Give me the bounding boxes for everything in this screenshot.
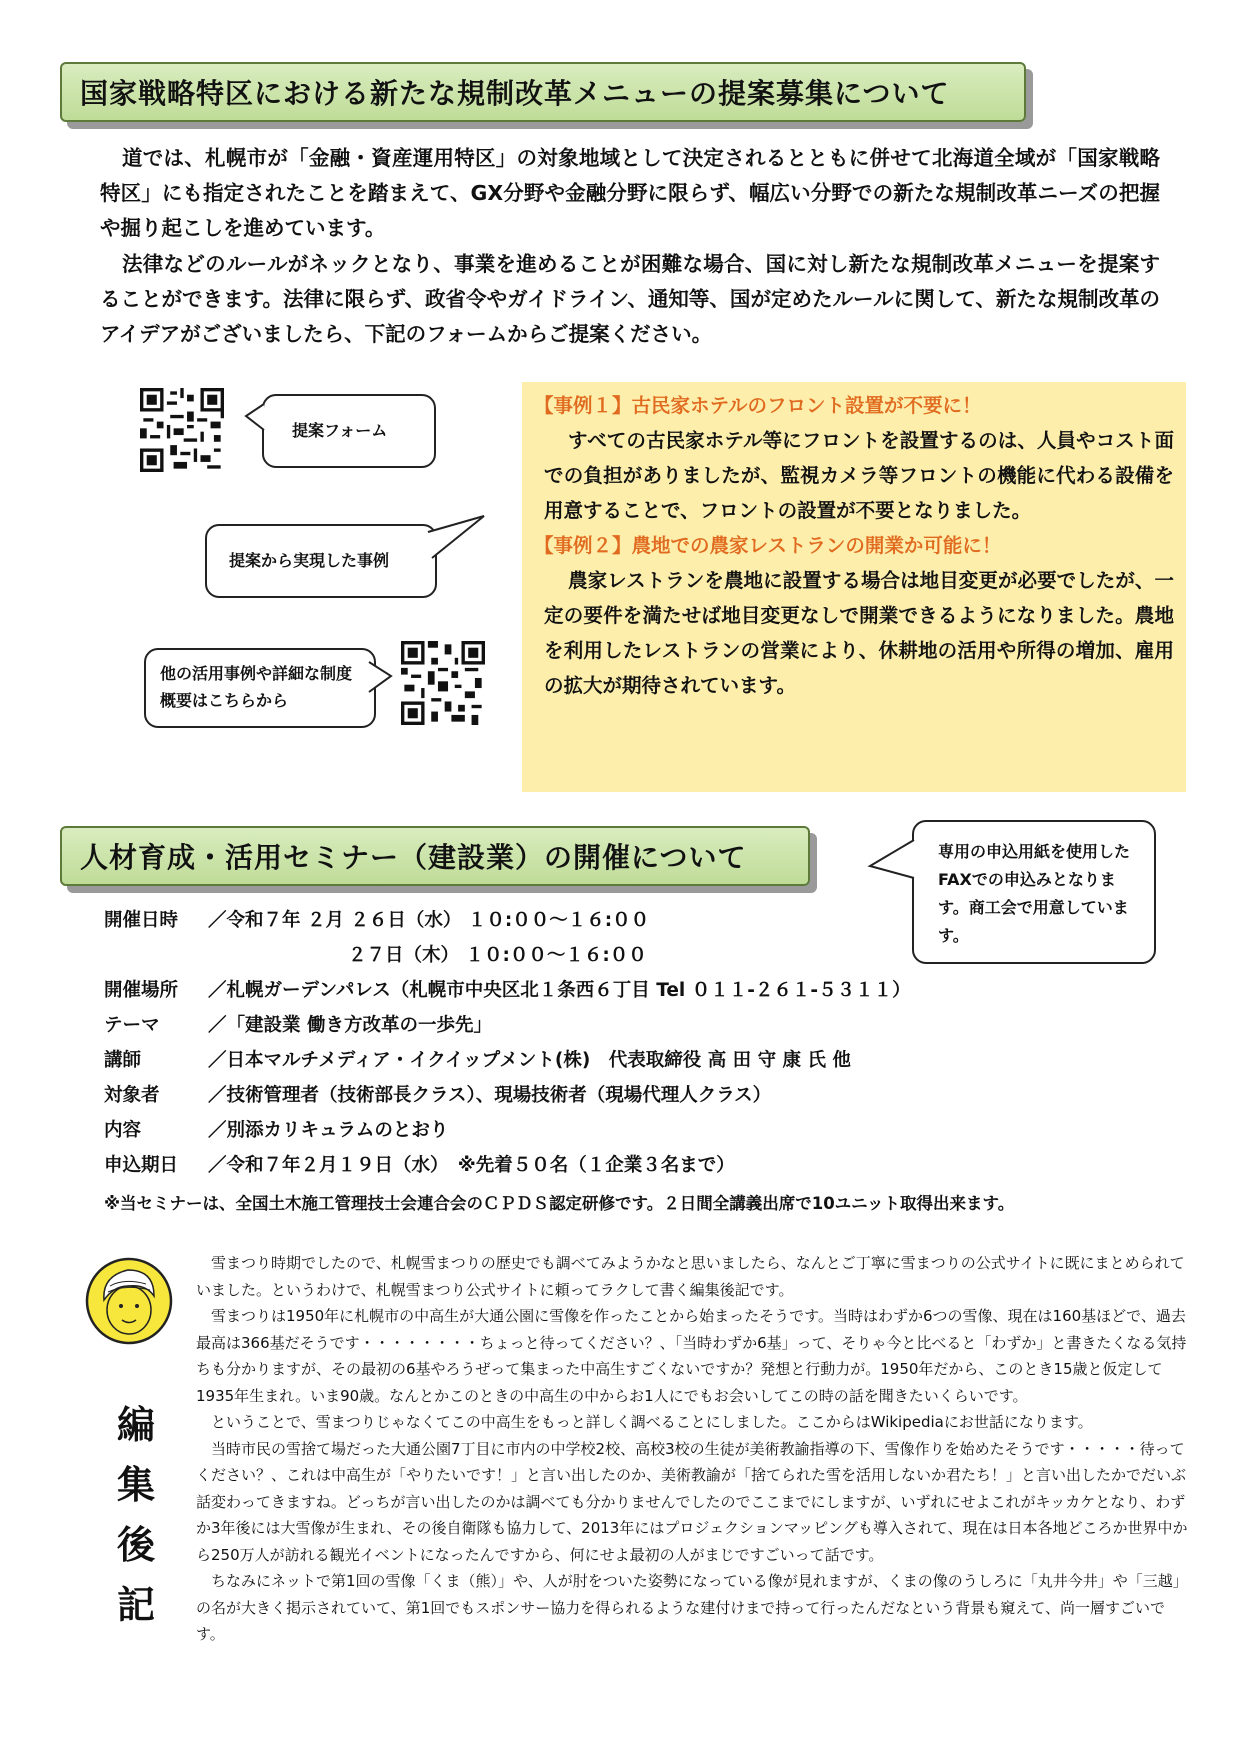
seminar-row-value: ／札幌ガーデンパレス（札幌市中央区北１条西６丁目 Tel ０１１-２６１-５３１１） (208, 980, 911, 1001)
section1-banner (60, 62, 1026, 122)
seminar-row-value: ２７日（木） １０:００～１６:００ (348, 945, 647, 966)
editor-paragraph: 雪まつり時期でしたので、札幌雪まつりの歴史でも調べてみようかなと思いましたら、なんとご丁寧に雪まつりの公式サイトに既にまとめられていました。というわけで、札幌雪まつり公式サイトに頼ってラクして書く編集後記です。 (196, 1254, 1185, 1299)
editor-paragraph: 雪まつりは1950年に札幌市の中高生が大通公園に雪像を作ったことから始まったそうです。当時はわずか6つの雪像、現在は160基ほどで、過去最高は366基だそうです・・・・・・・・ちょっと待ってください？、「当時わずか6基」って、そりゃ今と比べると「わずか」と書きたくなる気持ちも分かりますが、その最初の6基やろうぜって集まった中高生すごくないですか？発想と行動力が。1950年だから、このとき15歳と仮定して1935年生まれ。いま90歳。なんとかこのときの中高生の中からお1人にでもお会いしてこの時の話を聞きたいくらいです。 (196, 1307, 1187, 1405)
bubble-realized-cases-label: 提案から実現した事例 (229, 551, 390, 570)
editor-heading-vertical (114, 1395, 158, 1635)
seminar-row-theme (104, 1011, 492, 1037)
seminar-cpds-note: ※当セミナーは、全国土木施工管理技士会連合会のＣＰＤＳ認定研修です。２日間全講義出席で10ユニット取得出来ます。 (104, 1194, 1015, 1213)
bubble-proposal-form-label: 提案フォーム (292, 421, 388, 440)
bubble-realized-cases (205, 524, 437, 598)
bubble-tail-fax (868, 836, 916, 884)
editor-paragraph: 当時市民の雪捨て場だった大通公園7丁目に市内の中学校2校、高校3校の生徒が美術教諭指導の下、雪像作りを始めたそうです・・・・・待ってください？、これは中高生が「やりたいです！」と言い出したのか、美術教諭が「捨てられた雪を活用しないか君たち！」と言い出したかでだいぶ話変わってきますね。どっちが言い出したのかは調べても分かりませんでしたのでここまでにしますが、いずれにせよこれがキッカケとなり、わずか3年後には大雪像が生まれ、その後自衛隊も協力して、2013年にはプロジェクションマッピングも導入されて、現在は日本各地どころか世界中から250万人が訪れる観光イベントになったんですから、何にせよ最初の人がまじですごいって話です。 (196, 1439, 1188, 1564)
case-examples-box (522, 382, 1186, 792)
bubble-fax-application (912, 820, 1156, 964)
seminar-row-label: 内容 (104, 1120, 142, 1141)
seminar-row-content (104, 1116, 448, 1142)
seminar-row-value: ／令和７年２月１９日（水） ※先着５０名（１企業３名まで） (208, 1155, 735, 1176)
section2-banner (60, 826, 810, 886)
case1-text: すべての古民家ホテル等にフロントを設置するのは、人員やコスト面での負担がありましたが、監視カメラ等フロントの機能に代わる設備を用意することで、フロントの設置が不要となりました。 (544, 429, 1174, 522)
qr-code-form[interactable] (140, 388, 224, 472)
seminar-row-value: ／技術管理者（技術部長クラス）、現場技術者（現場代理人クラス） (208, 1085, 772, 1106)
bubble-tail-form (244, 402, 266, 436)
seminar-row-value: ／「建設業 働き方改革の一歩先」 (208, 1015, 492, 1036)
seminar-row-label: 開催場所 (104, 980, 179, 1001)
section1-title: 国家戦略特区における新たな規制改革メニューの提案募集について (80, 77, 950, 110)
seminar-row-value: ／日本マルチメディア・イクイップメント(株) 代表取締役 高 田 守 康 氏 他 (208, 1050, 851, 1071)
section2-title: 人材育成・活用セミナー（建設業）の開催について (80, 841, 747, 874)
case2-text: 農家レストランを農地に設置する場合は地目変更が必要でしたが、一定の要件を満たせば地目変更なしで開業できるようになりました。農地を利用したレストランの営業により、休耕地の活用や所得の増加、雇用の拡大が期待されています。 (544, 569, 1174, 697)
bubble-tail-cases (424, 514, 488, 568)
seminar-row-deadline (104, 1151, 735, 1177)
editor-avatar (84, 1256, 174, 1346)
bubble-more-info-label: 他の活用事例や詳細な制度概要はこちらから (160, 664, 353, 710)
qr-code-more-info[interactable] (401, 641, 485, 725)
seminar-row-label: 開催日時 (104, 910, 179, 931)
seminar-row-value: ／別添カリキュラムのとおり (208, 1120, 449, 1141)
editor-paragraph: ちなみにネットで第1回の雪像「くま（熊）」や、人が肘をついた姿勢になっている像が見れますが、くまの像のうしろに「丸井今井」や「三越」の名が大きく掲示されていて、第1回でもスポンサー協力を得られるような建付けまで持って行ったんだなという背景も窺えて、尚一層すごいです。 (196, 1572, 1188, 1643)
editor-paragraph: ということで、雪まつりじゃなくてこの中高生をもっと詳しく調べることにしました。ここからはWikipediaにお世話になります。 (211, 1413, 1093, 1431)
section1-paragraph-1: 道では、札幌市が「金融・資産運用特区」の対象地域として決定されるとともに併せて北海道全域が「国家戦略特区」にも指定されたことを踏まえて、GX分野や金融分野に限らず、幅広い分野での新たな規制改革ニーズの把握や掘り起こしを進めています。 (100, 146, 1160, 240)
seminar-row-lecturer (104, 1046, 851, 1072)
seminar-row-value: ／令和７年 ２月 ２６日（水） １０:００～１６:００ (208, 910, 650, 931)
bubble-fax-application-label: 専用の申込用紙を使用したFAXでの申込みとなります。商工会で用意しています。 (938, 842, 1131, 945)
editor-heading: 編 集 後 記 (116, 1402, 155, 1627)
seminar-row-label: 講師 (104, 1050, 142, 1071)
case2-title: 【事例２】農地での農家レストランの開業か可能に！ (534, 534, 1002, 557)
seminar-row-label: テーマ (104, 1015, 160, 1036)
seminar-row-target (104, 1081, 771, 1107)
editor-postscript (196, 1250, 1188, 1648)
bubble-proposal-form (262, 394, 436, 468)
seminar-row-date-2 (348, 941, 647, 967)
seminar-row-label: 対象者 (104, 1085, 160, 1106)
case1-title: 【事例１】古民家ホテルのフロント設置が不要に！ (534, 394, 982, 417)
bubble-tail-more (367, 658, 395, 698)
seminar-row-label: 申込期日 (104, 1155, 179, 1176)
seminar-row-date (104, 906, 649, 932)
section1-paragraph-2: 法律などのルールがネックとなり、事業を進めることが困難な場合、国に対し新たな規制改革メニューを提案することができます。法律に限らず、政省令やガイドライン、通知等、国が定めたルールに関して、新たな規制改革のアイデアがございましたら、下記のフォームからご提案ください。 (100, 252, 1160, 346)
bubble-more-info (144, 648, 376, 728)
seminar-row-venue (104, 976, 911, 1002)
